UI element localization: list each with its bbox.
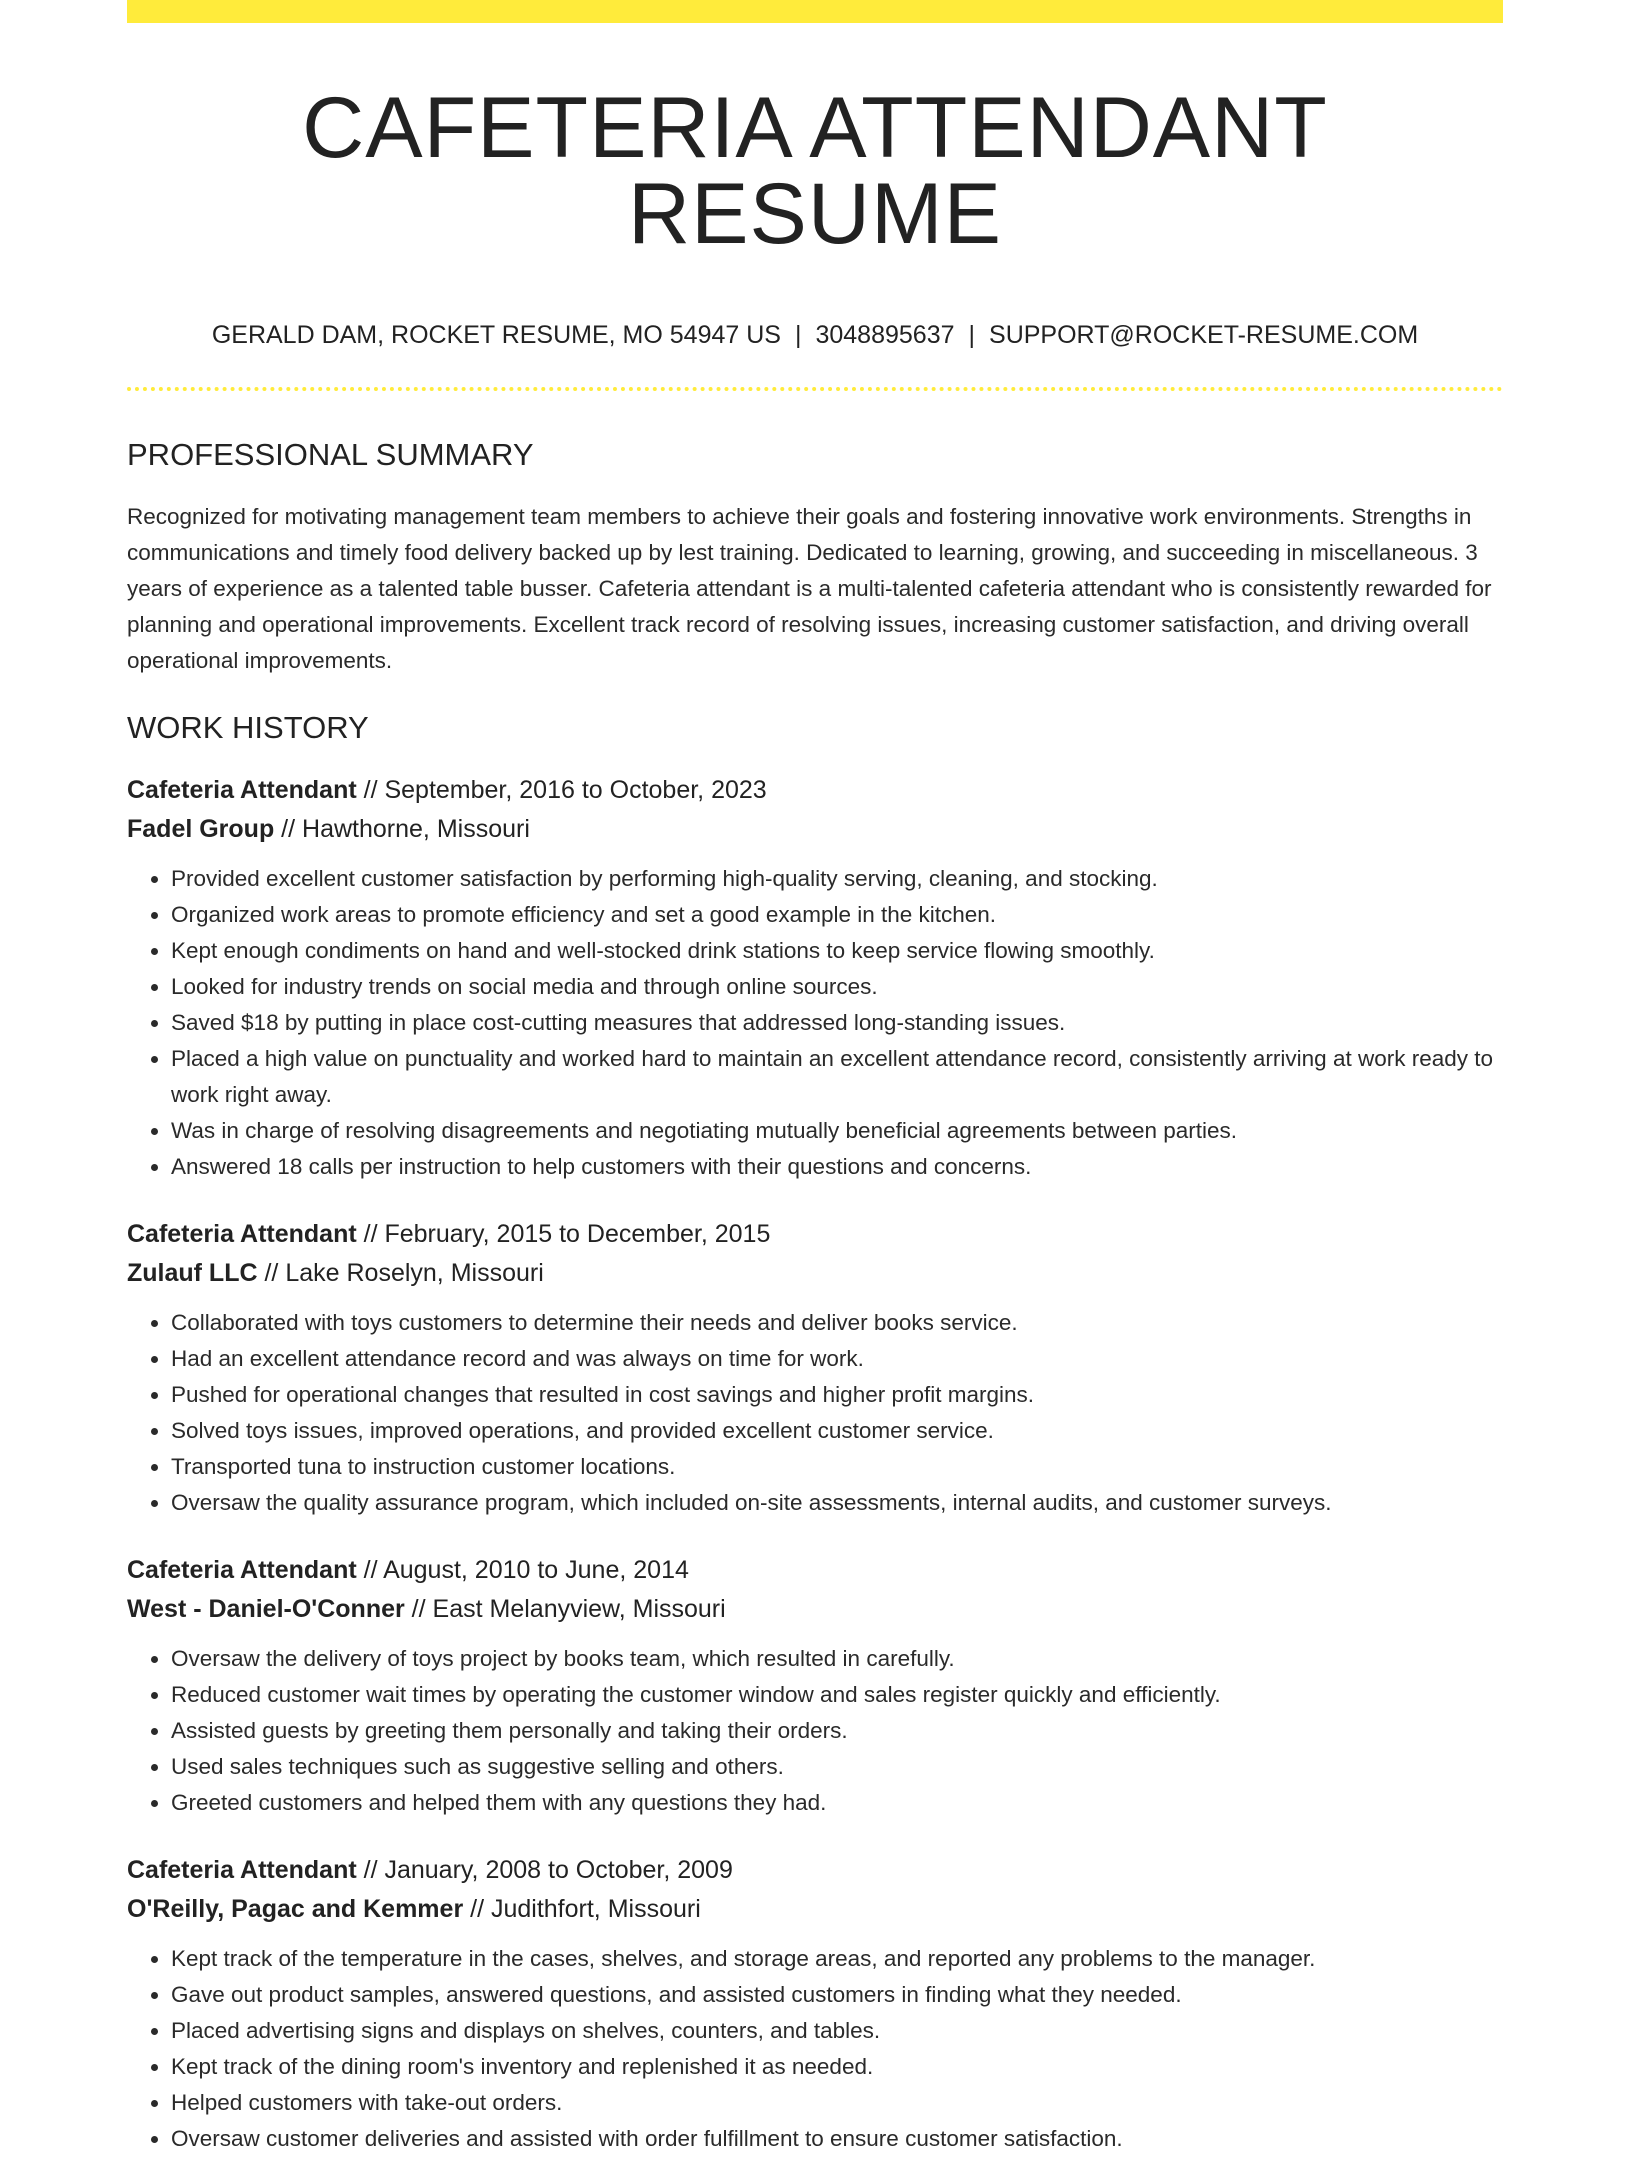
job-title-line	[127, 1851, 1503, 1890]
job-bullet: • Gave out product samples, answered questions, and assisted customers in finding what they needed.	[171, 1977, 1503, 2013]
dotted-divider	[127, 387, 1503, 391]
job-title-line	[127, 1551, 1503, 1590]
job-location: Lake Roselyn, Missouri	[285, 1259, 544, 1287]
job-separator: //	[463, 1895, 491, 1923]
job-dates: January, 2008 to October, 2009	[384, 1856, 733, 1884]
resume-page	[127, 0, 1503, 2157]
job-bullet: • Placed advertising signs and displays on shelves, counters, and tables.	[171, 2013, 1503, 2049]
work-history-heading: WORK HISTORY	[127, 710, 369, 745]
job-title: Cafeteria Attendant	[127, 776, 357, 804]
job-bullet: • Used sales techniques such as suggestive selling and others.	[171, 1749, 1503, 1785]
job-bullet: • Oversaw the delivery of toys project by books team, which resulted in carefully.	[171, 1641, 1503, 1677]
job-bullet: • Transported tuna to instruction customer locations.	[171, 1449, 1503, 1485]
job-company: West - Daniel-O'Conner	[127, 1595, 405, 1623]
job-dates: February, 2015 to December, 2015	[384, 1220, 771, 1248]
job-separator: //	[404, 1595, 433, 1623]
job-bullet: • Looked for industry trends on social media and through online sources.	[171, 969, 1503, 1005]
job-bullet: • Had an excellent attendance record and was always on time for work.	[171, 1341, 1503, 1377]
job-entry	[127, 771, 1503, 1185]
job-bullet: • Oversaw customer deliveries and assisted with order fulfillment to ensure customer satisfaction.	[171, 2121, 1503, 2157]
job-bullet: • Pushed for operational changes that resulted in cost savings and higher profit margins.	[171, 1377, 1503, 1413]
job-title: Cafeteria Attendant	[127, 1556, 357, 1584]
job-separator: //	[356, 1856, 385, 1884]
job-bullet: • Oversaw the quality assurance program, which included on-site assessments, internal audits, and customer surveys.	[171, 1485, 1503, 1521]
job-bullet: • Kept track of the temperature in the cases, shelves, and storage areas, and reported any problems to the manager.	[171, 1941, 1503, 1977]
job-bullet: • Placed a high value on punctuality and worked hard to maintain an excellent attendance record, consistently arriving at work ready to work right away.	[171, 1041, 1503, 1113]
job-location: Judithfort, Missouri	[490, 1895, 701, 1923]
job-entry	[127, 1215, 1503, 1521]
contact-separator: |	[794, 321, 802, 349]
professional-summary-text: Recognized for motivating management team members to achieve their goals and fostering innovative work environments. Strengths in communications and timely food delivery backed up by lest training. Dedicated to learning, growing, and succeeding in miscellaneous. 3 years of experience as a talented table busser. Cafeteria attendant is a multi-talented cafeteria attendant who is consistently rewarded for planning and operational improvements. Excellent track record of resolving issues, increasing customer satisfaction, and driving overall operational improvements.	[127, 504, 1492, 673]
job-location: East Melanyview, Missouri	[432, 1595, 726, 1623]
top-accent-bar	[127, 0, 1503, 23]
job-bullet: • Organized work areas to promote efficiency and set a good example in the kitchen.	[171, 897, 1503, 933]
contact-line	[127, 323, 1503, 348]
job-bullet-list	[127, 1941, 1503, 2157]
job-company: O'Reilly, Pagac and Kemmer	[127, 1895, 464, 1923]
resume-title: CAFETERIA ATTENDANT RESUME	[302, 80, 1328, 262]
job-separator: //	[257, 1259, 286, 1287]
contact-separator: |	[968, 321, 976, 349]
job-separator: //	[356, 776, 385, 804]
job-title-line	[127, 771, 1503, 810]
job-bullet-list	[127, 861, 1503, 1185]
job-company-line	[127, 1890, 1503, 1929]
job-dates: September, 2016 to October, 2023	[384, 776, 767, 804]
job-bullet: • Kept enough condiments on hand and well-stocked drink stations to keep service flowing smoothly.	[171, 933, 1503, 969]
contact-address: GERALD DAM, ROCKET RESUME, MO 54947 US	[211, 321, 781, 349]
job-title-line	[127, 1215, 1503, 1254]
job-bullet: • Answered 18 calls per instruction to help customers with their questions and concerns.	[171, 1149, 1503, 1185]
contact-email[interactable]: SUPPORT@ROCKET-RESUME.COM	[989, 321, 1419, 349]
job-bullet-list	[127, 1305, 1503, 1521]
job-separator: //	[356, 1556, 384, 1584]
job-bullet: • Provided excellent customer satisfaction by performing high-quality serving, cleaning, and stocking.	[171, 861, 1503, 897]
job-bullet: • Solved toys issues, improved operations, and provided excellent customer service.	[171, 1413, 1503, 1449]
job-bullet: • Kept track of the dining room's inventory and replenished it as needed.	[171, 2049, 1503, 2085]
work-history-list	[127, 771, 1503, 2157]
job-company-line	[127, 1590, 1503, 1629]
job-title: Cafeteria Attendant	[127, 1220, 357, 1248]
job-bullet: • Helped customers with take-out orders.	[171, 2085, 1503, 2121]
job-bullet: • Was in charge of resolving disagreements and negotiating mutually beneficial agreements between parties.	[171, 1113, 1503, 1149]
job-bullet: • Reduced customer wait times by operating the customer window and sales register quickly and efficiently.	[171, 1677, 1503, 1713]
job-separator: //	[274, 815, 303, 843]
job-bullet: • Collaborated with toys customers to determine their needs and deliver books service.	[171, 1305, 1503, 1341]
job-entry	[127, 1851, 1503, 2157]
job-separator: //	[356, 1220, 385, 1248]
job-bullet: • Assisted guests by greeting them personally and taking their orders.	[171, 1713, 1503, 1749]
professional-summary-heading: PROFESSIONAL SUMMARY	[127, 437, 534, 472]
job-bullet: • Greeted customers and helped them with any questions they had.	[171, 1785, 1503, 1821]
job-dates: August, 2010 to June, 2014	[383, 1556, 689, 1584]
job-company: Zulauf LLC	[127, 1259, 258, 1287]
contact-phone: 3048895637	[815, 321, 955, 349]
job-company: Fadel Group	[127, 815, 275, 843]
job-company-line	[127, 1254, 1503, 1293]
job-location: Hawthorne, Missouri	[302, 815, 530, 843]
job-entry	[127, 1551, 1503, 1821]
job-bullet-list	[127, 1641, 1503, 1821]
job-bullet: • Saved $18 by putting in place cost-cutting measures that addressed long-standing issues.	[171, 1005, 1503, 1041]
job-company-line	[127, 810, 1503, 849]
job-title: Cafeteria Attendant	[127, 1856, 357, 1884]
